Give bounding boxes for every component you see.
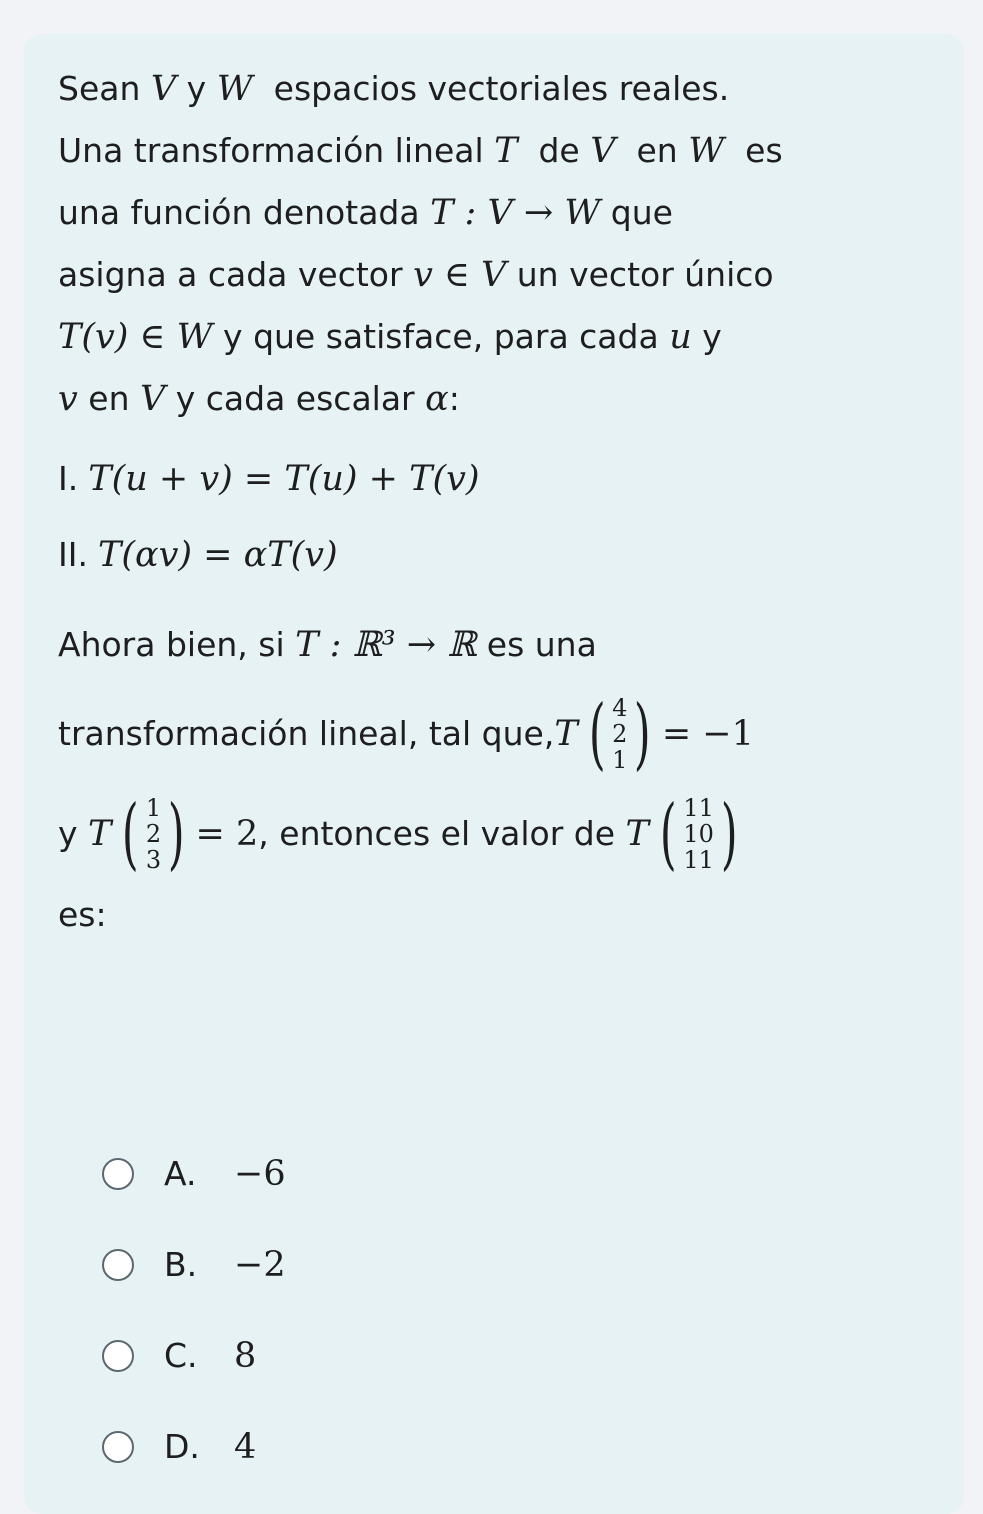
text: que — [600, 193, 673, 232]
vector-entry: 2 — [145, 820, 162, 848]
text: : — [448, 379, 460, 418]
right-paren: ) — [720, 789, 738, 879]
question-line-6 — [58, 368, 918, 430]
math-additivity: T(u + v) = T(u) + T(v) — [88, 459, 480, 499]
text: transformación lineal, tal que, — [58, 714, 555, 753]
text: y — [176, 69, 217, 108]
option-letter: A. — [164, 1154, 197, 1193]
math-v-vector: v — [58, 379, 78, 419]
option-b[interactable] — [102, 1219, 286, 1310]
vector-entry: 1 — [612, 746, 628, 774]
text: y cada escalar — [165, 379, 426, 418]
text: Una transformación lineal — [58, 131, 495, 170]
text: , entonces el valor de — [258, 814, 626, 853]
question-line-3 — [58, 182, 918, 244]
text: Sean — [58, 69, 151, 108]
left-paren: ( — [122, 789, 139, 879]
math-v: V — [150, 69, 177, 109]
property-label: II. — [58, 535, 88, 574]
property-2 — [58, 524, 918, 586]
right-paren: ) — [634, 689, 651, 779]
column-vector — [115, 789, 191, 879]
text: espacios vectoriales reales. — [252, 69, 730, 108]
vector-entry: 2 — [612, 720, 628, 748]
math-t: T — [554, 714, 578, 754]
text: en — [77, 379, 140, 418]
option-letter: B. — [164, 1245, 198, 1284]
math-result: = −1 — [661, 714, 754, 754]
radio-button[interactable] — [102, 1431, 134, 1463]
option-a[interactable] — [102, 1128, 286, 1219]
question-line-7 — [58, 614, 918, 676]
question-text — [58, 58, 918, 946]
vector-entry: 10 — [683, 820, 714, 848]
text: y — [58, 814, 89, 853]
property-1 — [58, 448, 918, 510]
vector-entry: 11 — [683, 846, 714, 874]
math-v: V — [139, 379, 166, 419]
question-line-2 — [58, 120, 918, 182]
option-value: −2 — [234, 1244, 286, 1285]
option-value: 4 — [234, 1426, 257, 1467]
left-paren: ( — [588, 689, 606, 779]
vector-entry: 4 — [612, 694, 628, 722]
question-line-9 — [58, 784, 918, 884]
column-vector — [582, 689, 658, 779]
question-line-5 — [58, 306, 918, 368]
text: es una — [476, 625, 597, 664]
math-t: T — [625, 814, 649, 854]
option-d[interactable] — [102, 1401, 286, 1492]
math-v: V — [590, 131, 616, 171]
math-w: W — [688, 131, 725, 171]
text: una función denotada — [58, 193, 431, 232]
math-t: T — [494, 131, 518, 171]
text: en — [615, 131, 689, 170]
option-letter: C. — [164, 1336, 198, 1375]
vector-entries — [612, 695, 627, 773]
vector-entry: 3 — [145, 846, 162, 874]
option-value: 8 — [234, 1335, 257, 1376]
question-line-4 — [58, 244, 918, 306]
option-c[interactable] — [102, 1310, 286, 1401]
radio-button[interactable] — [102, 1249, 134, 1281]
text: y — [691, 317, 722, 356]
question-line-10 — [58, 884, 918, 946]
property-label: I. — [58, 459, 79, 498]
text: de — [517, 131, 591, 170]
text: es: — [58, 895, 107, 934]
math-mapping: T : V → W — [430, 193, 601, 233]
radio-button[interactable] — [102, 1340, 134, 1372]
math-result: = 2 — [195, 814, 259, 854]
text: asigna a cada vector — [58, 255, 414, 294]
radio-button[interactable] — [102, 1158, 134, 1190]
question-line-1 — [58, 58, 918, 120]
vector-entries — [146, 795, 161, 873]
vector-entries — [683, 795, 714, 873]
text: y que satisface, para cada — [212, 317, 670, 356]
vector-entry: 1 — [145, 794, 162, 822]
math-mapping-r3: T : ℝ³ → ℝ — [295, 625, 477, 665]
option-letter: D. — [164, 1427, 200, 1466]
question-line-8 — [58, 684, 918, 784]
column-vector — [653, 789, 744, 879]
math-membership: v ∈ V — [413, 255, 507, 295]
left-paren: ( — [659, 789, 677, 879]
math-w: W — [216, 69, 253, 109]
math-alpha: α — [425, 379, 449, 419]
vector-entry: 11 — [683, 794, 714, 822]
math-homogeneity: T(αv) = αT(v) — [97, 535, 338, 575]
text: un vector único — [506, 255, 774, 294]
option-value: −6 — [234, 1153, 286, 1194]
text: Ahora bien, si — [58, 625, 296, 664]
math-t: T — [88, 814, 112, 854]
math-u: u — [669, 317, 692, 357]
right-paren: ) — [167, 789, 185, 879]
math-image: T(v) ∈ W — [58, 317, 213, 357]
answer-options — [102, 1128, 286, 1492]
text: es — [724, 131, 783, 170]
